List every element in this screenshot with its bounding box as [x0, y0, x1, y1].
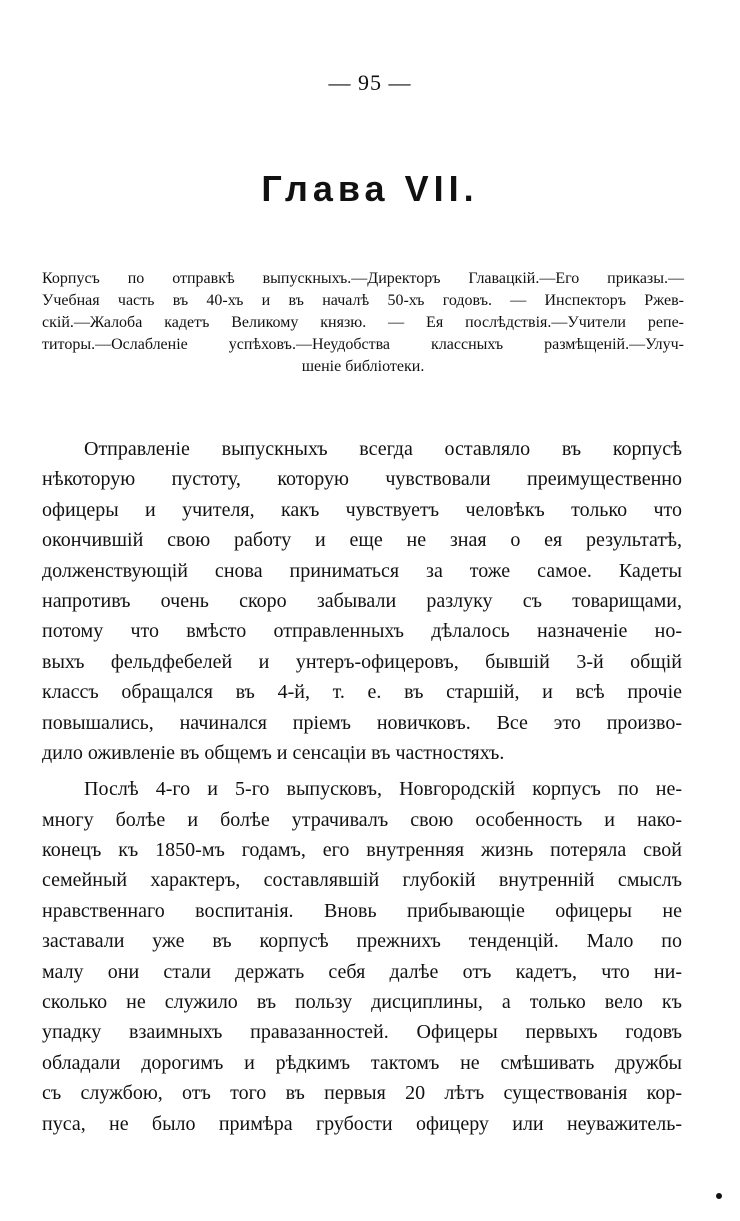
- print-speck: [716, 1193, 722, 1199]
- summary-line: Корпусъ по отправкѣ выпускныхъ.—Директоръ Главацкій.—Его приказы.—: [42, 270, 684, 287]
- body-text: [42, 434, 682, 1139]
- text-line: напротивъ очень скоро забывали разлуку съ товарищами,: [42, 589, 682, 612]
- text-line: съ службою, отъ того въ первыя 20 лѣтъ существованія кор-: [42, 1082, 682, 1105]
- text-line: долженствующій снова приниматься за тоже самое. Кадеты: [42, 559, 682, 582]
- text-line: пуса, не было примѣра грубости офицеру или неуважитель-: [42, 1112, 682, 1135]
- text-line: семейный характеръ, составлявшій глубокій внутренній смыслъ: [42, 869, 682, 892]
- text-line: классъ обращался въ 4-й, т. е. въ старшій, и всѣ прочіе: [42, 681, 682, 704]
- text-line: повышались, начинался пріемъ новичковъ. Все это произво-: [42, 711, 682, 734]
- text-line: обладали дорогимъ и рѣдкимъ тактомъ не смѣшивать дружбы: [42, 1051, 682, 1074]
- paragraph-1: [42, 434, 682, 768]
- text-line: потому что вмѣсто отправленныхъ дѣлалось назначеніе но-: [42, 620, 682, 643]
- paragraph-2: [42, 774, 682, 1139]
- text-line: выхъ фельдфебелей и унтеръ-офицеровъ, бывшій 3-й общій: [42, 650, 682, 673]
- chapter-summary: [42, 268, 684, 378]
- summary-line: скій.—Жалоба кадетъ Великому князю. — Ея послѣдствія.—Учители репе-: [42, 314, 684, 331]
- text-line: Отправленіе выпускныхъ всегда оставляло въ корпусѣ: [84, 438, 682, 460]
- text-line: дило оживленіе въ общемъ и сенсаціи въ частностяхъ.: [42, 741, 505, 764]
- text-line: конецъ къ 1850-мъ годамъ, его внутренняя жизнь потеряла свой: [42, 839, 682, 862]
- text-line: сколько не служило въ пользу дисциплины, а только вело къ: [42, 991, 682, 1014]
- summary-line: Учебная часть въ 40-хъ и въ началѣ 50-хъ годовъ. — Инспекторъ Ржев-: [42, 292, 684, 309]
- summary-line: шеніе библіотеки.: [301, 358, 425, 375]
- text-line: офицеры и учителя, какъ чувствуетъ человѣкъ только что: [42, 498, 682, 521]
- page-number: — 95 —: [328, 70, 412, 95]
- chapter-title: Глава VII.: [261, 168, 479, 209]
- text-line: окончившій свою работу и еще не зная о ея результатѣ,: [42, 529, 682, 552]
- text-line: многу болѣе и болѣе утрачивалъ свою особенность и нако-: [42, 808, 682, 831]
- text-line: Послѣ 4-го и 5-го выпусковъ, Новгородскій корпусъ по не-: [84, 778, 682, 801]
- text-line: нравственнаго воспитанія. Вновь прибывающіе офицеры не: [42, 899, 682, 922]
- text-line: упадку взаимныхъ правазанностей. Офицеры первыхъ годовъ: [42, 1021, 682, 1044]
- text-line: заставали уже въ корпусѣ прежнихъ тенденцій. Мало по: [42, 930, 682, 953]
- summary-line: титоры.—Ослабленіе успѣховъ.—Неудобства классныхъ размѣщеній.—Улуч-: [42, 336, 684, 353]
- text-line: малу они стали держать себя далѣе отъ кадетъ, что ни-: [42, 960, 682, 983]
- text-line: нѣкоторую пустоту, которую чувствовали преимущественно: [42, 468, 682, 491]
